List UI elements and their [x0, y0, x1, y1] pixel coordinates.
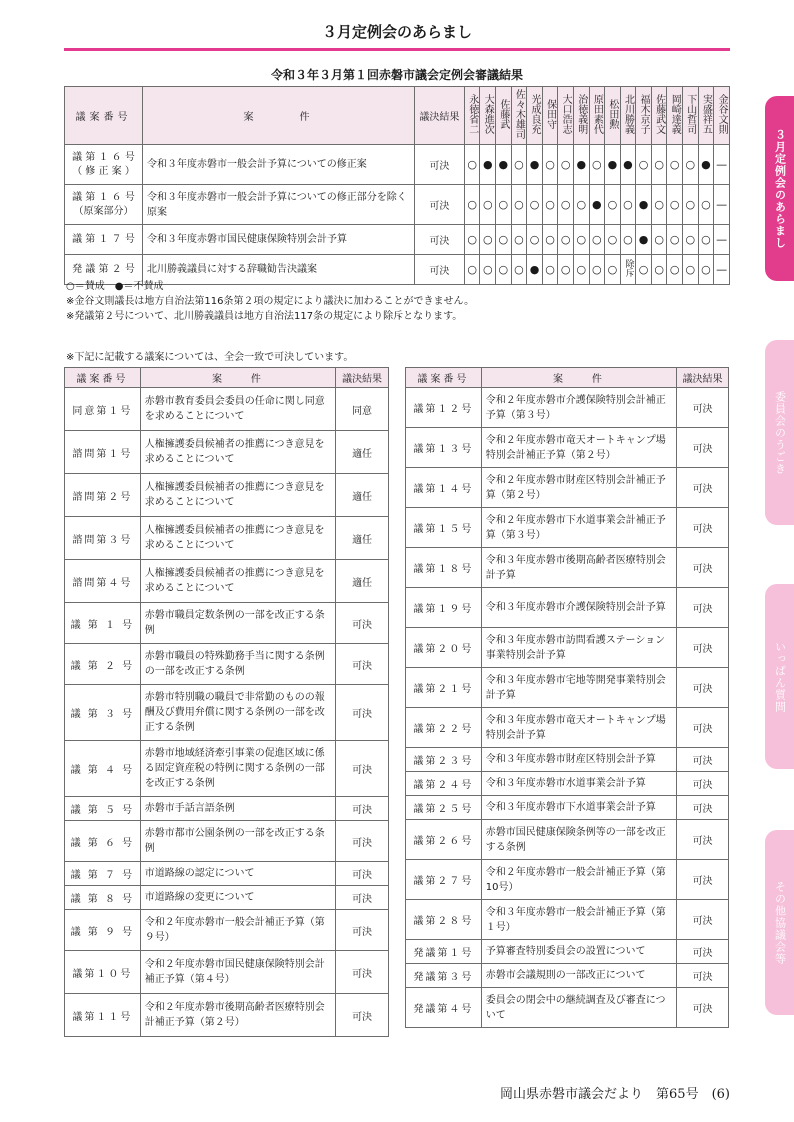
member-name: 原田素代: [591, 94, 603, 134]
list-row: [406, 508, 729, 548]
member-name: 佐藤武文: [653, 94, 665, 134]
vote-mark: ●: [589, 185, 605, 225]
bill-number: 議 第 １ ６ 号 （原案部分）: [65, 185, 143, 225]
bill-title: 令和２年度赤磐市一般会計補正予算（第９号）: [140, 910, 335, 951]
bill-result: 可決: [677, 708, 729, 748]
vote-mark: ○: [464, 145, 480, 185]
vote-mark: ○: [496, 185, 512, 225]
list-row: [406, 860, 729, 900]
vote-mark: ●: [636, 225, 652, 255]
vote-mark: ○: [605, 255, 621, 285]
bill-list-left: [64, 367, 389, 1037]
bill-number: 議第１４号: [406, 468, 482, 508]
bill-result: 可決: [336, 821, 389, 862]
list-row: [65, 994, 389, 1037]
bill-title: 令和２年度赤磐市後期高齢者医療特別会計補正予算（第２号）: [140, 994, 335, 1037]
bill-result: 可決: [414, 185, 464, 225]
vote-mark: ○: [480, 255, 496, 285]
bill-number: 発 議 第 ２ 号: [65, 255, 143, 285]
vote-mark: —: [714, 225, 730, 255]
bill-result: 可決: [414, 255, 464, 285]
bill-result: 可決: [677, 820, 729, 860]
vote-mark: —: [714, 255, 730, 285]
vote-mark: ○: [511, 255, 527, 285]
bill-number: 議 第 １ ６ 号 （ 修 正 案 ）: [65, 145, 143, 185]
bill-title: 令和３年度赤磐市一般会計予算についての修正部分を除く原案: [142, 185, 414, 225]
bill-number: 議第２５号: [406, 796, 482, 820]
bill-result: 可決: [677, 900, 729, 940]
list-row: [406, 388, 729, 428]
vote-row: [65, 225, 730, 255]
bill-number: 議第２６号: [406, 820, 482, 860]
list-header-row: [406, 368, 729, 388]
vote-mark: ○: [620, 185, 636, 225]
bill-result: 可決: [677, 964, 729, 988]
legend-note: ○＝賛成 ●＝不賛成: [66, 281, 164, 292]
member-header: [683, 87, 699, 145]
bill-title: 令和２年度赤磐市介護保険特別会計補正予算（第３号）: [481, 388, 676, 428]
list-header-number: 議案番号: [406, 368, 482, 388]
bill-title: 人権擁護委員候補者の推薦につき意見を求めることについて: [140, 474, 335, 517]
list-row: [406, 668, 729, 708]
member-name: 治徳義明: [575, 94, 587, 134]
vote-mark: ○: [573, 185, 589, 225]
bill-title: 令和２年度赤磐市竜天オートキャンプ場特別会計補正予算（第２号）: [481, 428, 676, 468]
bill-result: 可決: [677, 508, 729, 548]
member-header: [605, 87, 621, 145]
vote-mark: ○: [511, 145, 527, 185]
vote-mark: ○: [605, 185, 621, 225]
vote-mark: ○: [667, 225, 683, 255]
list-row: [406, 772, 729, 796]
bill-title: 令和３年度赤磐市訪問看護ステーション事業特別会計予算: [481, 628, 676, 668]
bill-number: 同意第１号: [65, 388, 141, 431]
list-header-row: [65, 368, 389, 388]
bill-title: 北川勝義議員に対する辞職勧告決議案: [142, 255, 414, 285]
member-header: [464, 87, 480, 145]
bill-number: 議 第 ９ 号: [65, 910, 141, 951]
member-name: 佐藤武: [497, 99, 509, 129]
header-result: 議決結果: [414, 87, 464, 145]
bill-title: 令和３年度赤磐市水道事業会計予算: [481, 772, 676, 796]
bill-title: 市道路線の変更について: [140, 886, 335, 910]
vote-mark: ○: [589, 145, 605, 185]
vote-header-row: [65, 87, 730, 145]
bill-title: 予算審査特別委員会の設置について: [481, 940, 676, 964]
bill-number: 諮問第４号: [65, 560, 141, 603]
header-rule: [64, 48, 730, 51]
list-row: [406, 900, 729, 940]
member-name: 光成良充: [529, 94, 540, 134]
member-name: 北川勝義: [622, 94, 634, 134]
vote-mark: ○: [698, 255, 714, 285]
list-row: [65, 517, 389, 560]
vote-mark: ○: [683, 255, 699, 285]
vote-mark: ○: [636, 145, 652, 185]
bill-title: 赤磐市会議規則の一部改正について: [481, 964, 676, 988]
bill-result: 適任: [336, 431, 389, 474]
vote-row: [65, 185, 730, 225]
bill-number: 議第２８号: [406, 900, 482, 940]
bill-result: 可決: [414, 225, 464, 255]
bill-number: 議第１５号: [406, 508, 482, 548]
bill-result: 可決: [677, 548, 729, 588]
vote-mark: ●: [605, 145, 621, 185]
vote-mark: ○: [605, 225, 621, 255]
list-row: [406, 748, 729, 772]
member-header: [527, 87, 543, 145]
vote-mark: ○: [527, 185, 543, 225]
vote-mark: ○: [683, 225, 699, 255]
vote-mark: ●: [698, 145, 714, 185]
vote-mark: ○: [698, 185, 714, 225]
bill-list-right: [405, 367, 729, 1028]
bill-number: 議第１３号: [406, 428, 482, 468]
vote-mark: ●: [480, 145, 496, 185]
member-name: 松田勲: [606, 99, 618, 129]
bill-number: 議第２３号: [406, 748, 482, 772]
vote-mark: ○: [558, 185, 574, 225]
member-header: [636, 87, 652, 145]
bill-result: 可決: [677, 772, 729, 796]
list-header-result: 議決結果: [336, 368, 389, 388]
bill-result: 可決: [336, 797, 389, 821]
bill-title: 令和３年度赤磐市竜天オートキャンプ場特別会計予算: [481, 708, 676, 748]
chair-note: ※金谷文則議長は地方自治法第116条第２項の規定により議決に加わることができません。: [66, 296, 475, 307]
bill-title: 赤磐市教育委員会委員の任命に関し同意を求めることについて: [140, 388, 335, 431]
bill-result: 可決: [336, 910, 389, 951]
bill-number: 発議第１号: [406, 940, 482, 964]
vote-mark: ○: [480, 185, 496, 225]
bill-number: 議 第 ２ 号: [65, 644, 141, 685]
vote-mark: ○: [667, 255, 683, 285]
list-row: [406, 708, 729, 748]
list-row: [406, 964, 729, 988]
vote-mark: ●: [573, 145, 589, 185]
bill-number: 議第１０号: [65, 951, 141, 994]
vote-mark: ○: [698, 225, 714, 255]
vote-mark: ○: [651, 255, 667, 285]
bill-title: 赤磐市手話言語条例: [140, 797, 335, 821]
vote-mark: ○: [620, 225, 636, 255]
bill-title: 令和３年度赤磐市下水道事業会計予算: [481, 796, 676, 820]
list-row: [65, 797, 389, 821]
bill-result: 可決: [677, 388, 729, 428]
list-row: [65, 821, 389, 862]
bill-result: 適任: [336, 517, 389, 560]
vote-mark: ○: [542, 145, 558, 185]
vote-mark: ○: [464, 185, 480, 225]
bill-title: 令和３年度赤磐市宅地等開発事業特別会計予算: [481, 668, 676, 708]
bill-number: 議 第 ４ 号: [65, 741, 141, 797]
vote-mark: ○: [496, 255, 512, 285]
bill-title: 令和２年度赤磐市下水道事業会計補正予算（第３号）: [481, 508, 676, 548]
vote-mark: ○: [589, 255, 605, 285]
bill-number: 議 第 １ 号: [65, 603, 141, 644]
bill-result: 可決: [336, 886, 389, 910]
bill-result: 可決: [677, 668, 729, 708]
bill-result: 可決: [677, 468, 729, 508]
bill-result: 可決: [677, 988, 729, 1028]
vote-mark: ○: [651, 185, 667, 225]
bill-title: 市道路線の認定について: [140, 862, 335, 886]
vote-mark: ○: [527, 225, 543, 255]
bill-result: 適任: [336, 560, 389, 603]
bill-number: 議 第 ６ 号: [65, 821, 141, 862]
member-header: [573, 87, 589, 145]
vote-mark: ○: [667, 185, 683, 225]
member-header: [589, 87, 605, 145]
vote-mark: ○: [464, 225, 480, 255]
header-case: 案 件: [142, 87, 414, 145]
bill-number: 諮問第１号: [65, 431, 141, 474]
bill-result: 可決: [677, 940, 729, 964]
footer-publication: 岡山県赤磐市議会だより 第65号 (6): [500, 1087, 730, 1102]
bill-number: 議 第 ７ 号: [65, 862, 141, 886]
bill-number: 議 第 ５ 号: [65, 797, 141, 821]
bill-title: 令和３年度赤磐市後期高齢者医療特別会計予算: [481, 548, 676, 588]
vote-mark: ○: [542, 225, 558, 255]
list-row: [65, 951, 389, 994]
list-row: [406, 468, 729, 508]
vote-mark: ●: [620, 145, 636, 185]
vote-mark: ○: [558, 225, 574, 255]
bill-number: 議第１９号: [406, 588, 482, 628]
bill-title: 委員会の閉会中の継続調査及び審査について: [481, 988, 676, 1028]
bill-title: 赤磐市職員定数条例の一部を改正する条例: [140, 603, 335, 644]
vote-mark: ○: [573, 255, 589, 285]
bill-result: 可決: [336, 644, 389, 685]
vote-mark: ○: [683, 185, 699, 225]
member-name: 大口浩志: [560, 94, 572, 134]
vote-section-title: 令和３年３月第１回赤磐市議会定例会審議結果: [270, 68, 523, 82]
bill-number: 議 第 ３ 号: [65, 685, 141, 741]
bill-result: 可決: [336, 741, 389, 797]
bill-number: 議第１８号: [406, 548, 482, 588]
list-row: [406, 628, 729, 668]
bill-title: 赤磐市地域経済牽引事業の促進区域に係る固定資産税の特例に関する条例の一部を改正する条例: [140, 741, 335, 797]
bill-number: 発議第３号: [406, 964, 482, 988]
bill-result: 可決: [414, 145, 464, 185]
bill-title: 令和２年度赤磐市財産区特別会計補正予算（第２号）: [481, 468, 676, 508]
bill-title: 令和３年度赤磐市介護保険特別会計予算: [481, 588, 676, 628]
vote-mark: ●: [496, 145, 512, 185]
member-header: [698, 87, 714, 145]
bill-title: 赤磐市都市公園条例の一部を改正する条例: [140, 821, 335, 862]
member-name: 永徳省二: [466, 94, 478, 134]
list-row: [406, 940, 729, 964]
bill-number: 議第１２号: [406, 388, 482, 428]
vote-mark: ○: [667, 145, 683, 185]
list-row: [65, 603, 389, 644]
list-row: [65, 862, 389, 886]
vote-mark: ○: [636, 255, 652, 285]
bill-number: 議第２１号: [406, 668, 482, 708]
bill-result: 可決: [336, 685, 389, 741]
side-tab-general-questions[interactable]: いっぱん質問: [765, 584, 794, 769]
member-header: [667, 87, 683, 145]
member-name: 大森進次: [482, 94, 494, 134]
list-row: [65, 910, 389, 951]
bill-result: 可決: [677, 628, 729, 668]
member-header: [620, 87, 636, 145]
bill-title: 赤磐市特別職の職員で非常勤のものの報酬及び費用弁償に関する条例の一部を改正する条例: [140, 685, 335, 741]
bill-result: 可決: [677, 860, 729, 900]
member-name: 実盛祥五: [700, 94, 712, 134]
list-row: [65, 644, 389, 685]
member-header: [542, 87, 558, 145]
unanimous-note: ※下記に記載する議案については、全会一致で可決しています。: [66, 352, 354, 363]
bill-number: 発議第４号: [406, 988, 482, 1028]
vote-mark: ●: [527, 145, 543, 185]
side-tab-other-councils[interactable]: その他協議会等: [765, 830, 794, 1015]
side-tab-march-session[interactable]: ３月定例会のあらまし: [765, 96, 794, 281]
bill-number: 諮問第２号: [65, 474, 141, 517]
list-row: [65, 431, 389, 474]
list-row: [65, 474, 389, 517]
vote-mark: ○: [511, 225, 527, 255]
vote-mark: ○: [542, 255, 558, 285]
bill-title: 令和２年度赤磐市一般会計補正予算（第10号）: [481, 860, 676, 900]
bill-title: 令和３年度赤磐市一般会計補正予算（第１号）: [481, 900, 676, 940]
vote-mark: —: [714, 145, 730, 185]
vote-mark: ○: [589, 225, 605, 255]
bill-title: 令和２年度赤磐市国民健康保険特別会計補正予算（第４号）: [140, 951, 335, 994]
member-header: [714, 87, 730, 145]
vote-mark: ○: [558, 255, 574, 285]
vote-mark: ○: [683, 145, 699, 185]
vote-mark: ○: [573, 225, 589, 255]
list-header-result: 議決結果: [677, 368, 729, 388]
bill-result: 可決: [336, 994, 389, 1037]
bill-result: 同意: [336, 388, 389, 431]
bill-result: 可決: [677, 428, 729, 468]
member-name: 岡崎達義: [669, 94, 681, 134]
list-row: [65, 560, 389, 603]
list-row: [65, 741, 389, 797]
side-tab-committee[interactable]: 委員会のうごき: [765, 340, 794, 525]
list-row: [406, 988, 729, 1028]
vote-mark: ○: [464, 255, 480, 285]
list-row: [406, 548, 729, 588]
bill-number: 議第２４号: [406, 772, 482, 796]
member-header: [558, 87, 574, 145]
vote-mark: ○: [651, 225, 667, 255]
bill-title: 赤磐市国民健康保険条例等の一部を改正する条例: [481, 820, 676, 860]
bill-title: 人権擁護委員候補者の推薦につき意見を求めることについて: [140, 431, 335, 474]
vote-mark: —: [714, 185, 730, 225]
vote-mark: ●: [527, 255, 543, 285]
bill-title: 赤磐市職員の特殊勤務手当に関する条例の一部を改正する条例: [140, 644, 335, 685]
member-name: 下山哲司: [684, 94, 696, 134]
bill-number: 議 第 ８ 号: [65, 886, 141, 910]
vote-notes: [66, 279, 474, 324]
bill-number: 諮問第３号: [65, 517, 141, 560]
vote-mark: ○: [558, 145, 574, 185]
vote-mark: ○: [496, 225, 512, 255]
vote-mark: ○: [542, 185, 558, 225]
list-row: [406, 428, 729, 468]
recusal-note: ※発議第２号について、北川勝義議員は地方自治法117条の規定により除斥となります。: [66, 311, 463, 322]
bill-title: 令和３年度赤磐市財産区特別会計予算: [481, 748, 676, 772]
bill-result: 可決: [336, 603, 389, 644]
header-number: 議案番号: [65, 87, 143, 145]
vote-mark: ●: [636, 185, 652, 225]
bill-title: 人権擁護委員候補者の推薦につき意見を求めることについて: [140, 517, 335, 560]
member-header: [651, 87, 667, 145]
vote-mark: ○: [511, 185, 527, 225]
bill-number: 議第２７号: [406, 860, 482, 900]
member-header: [496, 87, 512, 145]
bill-title: 令和３年度赤磐市一般会計予算についての修正案: [142, 145, 414, 185]
bill-number: 議 第 １ ７ 号: [65, 225, 143, 255]
bill-title: 令和３年度赤磐市国民健康保険特別会計予算: [142, 225, 414, 255]
vote-mark: ○: [480, 225, 496, 255]
vote-row: [65, 145, 730, 185]
list-row: [65, 685, 389, 741]
page-header: [64, 20, 730, 54]
bill-title: 人権擁護委員候補者の推薦につき意見を求めることについて: [140, 560, 335, 603]
list-header-case: 案 件: [481, 368, 676, 388]
vote-results-table: [64, 86, 730, 285]
list-row: [406, 796, 729, 820]
bill-result: 可決: [336, 951, 389, 994]
list-row: [65, 886, 389, 910]
bill-result: 可決: [677, 796, 729, 820]
vote-mark: 除斥: [623, 259, 634, 277]
member-name: 佐々木雄司: [513, 89, 525, 139]
bill-number: 議第２２号: [406, 708, 482, 748]
member-name: 保田守: [544, 99, 556, 129]
bill-number: 議第２０号: [406, 628, 482, 668]
vote-cell: [620, 255, 636, 285]
member-header: [511, 87, 527, 145]
member-header: [480, 87, 496, 145]
list-header-case: 案 件: [140, 368, 335, 388]
list-header-number: 議案番号: [65, 368, 141, 388]
bill-result: 可決: [336, 862, 389, 886]
bill-result: 適任: [336, 474, 389, 517]
member-name: 金谷文則: [716, 94, 728, 134]
member-name: 福木京子: [638, 94, 650, 134]
vote-mark: ○: [651, 145, 667, 185]
bill-result: 可決: [677, 748, 729, 772]
bill-number: 議第１１号: [65, 994, 141, 1037]
list-row: [406, 820, 729, 860]
bill-result: 可決: [677, 588, 729, 628]
list-row: [65, 388, 389, 431]
list-row: [406, 588, 729, 628]
page-title: ３月定例会のあらまし: [321, 23, 472, 41]
